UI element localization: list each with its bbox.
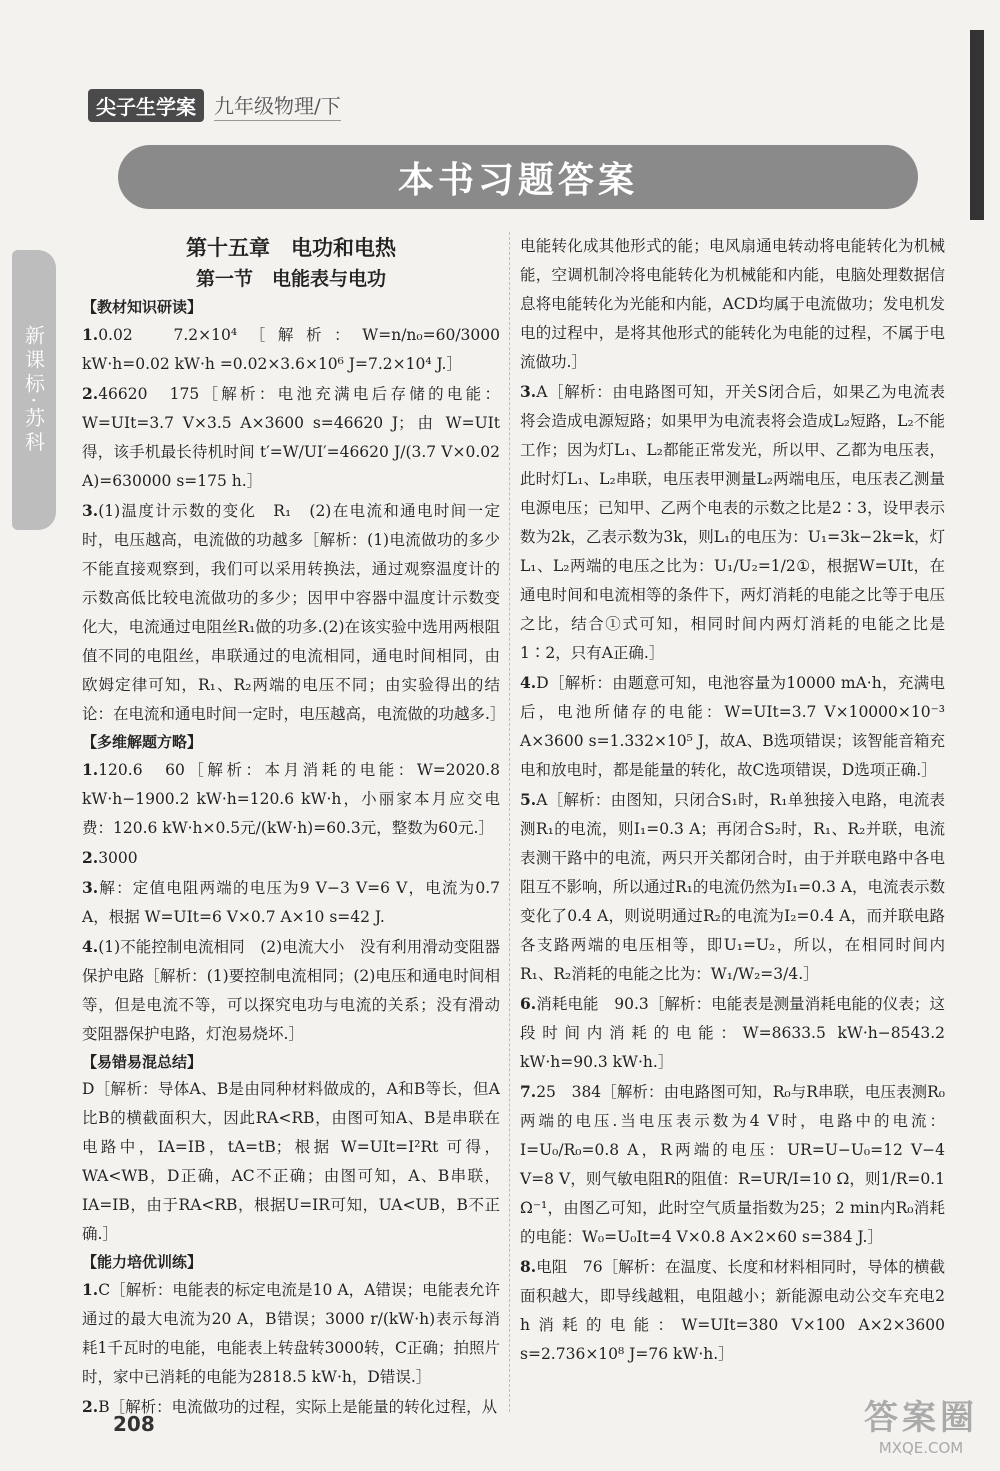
- item-text: A［解析：由电路图可知，开关S闭合后，如果乙为电流表将会造成电源短路；如果甲为电流表将会造成L₂短路，L₂不能工作；因为灯L₁、L₂都能正常发光，所以甲、乙都为电压表，此时灯L₁、L₂串联，电压表甲测量L₂两端电压，电压表乙测量电源电压；已知甲、乙两个电表的示数之比是2∶3，设甲表示数为2k，乙表示数为3k，则L₁的电压为：U₁=3k−2k=k，灯L₁、L₂两端的电压之比为：U₁/U₂=1/2①，根据W=UIt，在通电时间和电流相等的条件下，两灯消耗的电能之比等于电压之比，结合①式可知，相同时间内两灯消耗的电能之比是1∶2，只有A正确.］: [520, 383, 945, 662]
- answer-item: [520, 785, 945, 989]
- item-number: 4.: [520, 673, 537, 692]
- subsection-heading: 【多维解题方略】: [82, 733, 203, 751]
- side-tab: [12, 250, 56, 530]
- page-header: [88, 90, 341, 120]
- answer-item: [82, 932, 500, 1049]
- item-text: (1)温度计示数的变化 R₁ (2)在电流和通电时间一定时，电压越高，电流做的功越多［解析：(1)电流做功的多少不能直接观察到，我们可以采用转换法，通过观察温度计的示数高低比较电流做功的多少；因甲中容器中温度计示数变化大，电流通过电阻丝R₁做的功多.(2)在该实验中选用两根阻值不同的电阻丝，串联通过的电流相同，通电时间相同，由欧姆定律可知，R₁、R₂两端的电压不同；由实验得出的结论：在电流和通电时间一定时，电压越高，电流做的功越多.］: [82, 502, 506, 723]
- item-number: 1.: [82, 325, 99, 344]
- item-number: 3.: [520, 382, 537, 401]
- answer-item: [520, 377, 945, 668]
- item-text: (1)不能控制电流相同 (2)电流大小 没有利用滑动变阻器保护电路［解析：(1)要控制电流相同；(2)电压和通电时间相等，但是电流不等，可以探究电功与电流的关系；没有滑动变阻器保护电路，灯泡易烧坏.］: [82, 938, 500, 1043]
- page-number: 208: [113, 1412, 155, 1436]
- item-number: 2.: [82, 1397, 99, 1416]
- item-text: 解：定值电阻两端的电压为9 V−3 V=6 V，电流为0.7 A，根据 W=UIt=6 V×0.7 A×10 s=42 J.: [82, 879, 500, 926]
- item-text: 25 384［解析：由电路图可知，R₀与R串联，电压表测R₀两端的电压.当电压表示数为4 V时，电路中的电流：I=U₀/R₀=0.8 A，R两端的电压：UR=U−U₀=12 V−4 V=8 V，则气敏电阻R的阻值：R=UR/I=10 Ω，则1/R=0.1 Ω⁻¹，由图乙可知，此时空气质量指数为25；2 min内R₀消耗的电能：W₀=U₀It=4 V×0.8 A×2×60 s=384 J.］: [520, 1083, 945, 1246]
- answer-item: [82, 873, 500, 932]
- answer-item: [520, 232, 945, 377]
- watermark-url: MXQE.COM: [878, 1439, 964, 1457]
- answer-item: [520, 1077, 945, 1252]
- answer-item: [520, 668, 945, 785]
- subsection-heading: 【教材知识研读】: [82, 298, 203, 316]
- item-text: 3000: [98, 849, 138, 867]
- title-banner: [118, 145, 918, 209]
- item-number: 2.: [82, 848, 99, 867]
- item-text: 电能转化成其他形式的能；电风扇通电转动将电能转化为机械能，空调机制冷将电能转化为机械能和内能，电脑处理数据信息将电能转化为光能和内能，ACD均属于电流做功；发电机发电的过程中，是将其他形式的能转化为电能的过程，不属于电流做功.］: [520, 237, 945, 371]
- item-text: D［解析：导体A、B是由同种材料做成的，A和B等长，但A比B的横截面积大，因此RA<RB，由图可知A、B是串联在电路中，IA=IB，tA=tB；根据 W=UIt=I²Rt 可得，WA<WB，D正确，AC不正确；由图可知，A、B串联，IA=IB，由于RA<RB，根据U=IR可知，UA<UB，B不正确.］: [82, 1080, 500, 1243]
- section-title: 第一节 电能表与电功: [195, 268, 386, 290]
- brand-logo: 尖子生学案: [88, 89, 204, 122]
- item-number: 1.: [82, 760, 99, 779]
- spine-bar: [970, 30, 984, 220]
- banner-title: 本书习题答案: [397, 159, 638, 201]
- column-divider: [509, 232, 510, 1412]
- item-number: 3.: [82, 501, 99, 520]
- subsection-heading: 【能力培优训练】: [82, 1253, 203, 1271]
- item-text: 120.6 60［解析：本月消耗的电能：W=2020.8 kW·h−1900.2 kW·h=120.6 kW·h，小丽家本月应交电费：120.6 kW·h×0.5元/(kW·h)=60.3元，整数为60元.］: [82, 761, 500, 837]
- answer-item: [82, 843, 500, 873]
- item-number: 1.: [82, 1280, 99, 1299]
- item-number: 6.: [520, 994, 537, 1013]
- item-number: 8.: [520, 1257, 537, 1276]
- answer-item: [520, 989, 945, 1077]
- left-column: [82, 232, 506, 1422]
- item-number: 5.: [520, 790, 537, 809]
- item-text: B［解析：电流做功的过程，实际上是能量的转化过程，从: [98, 1398, 498, 1416]
- item-text: 46620 175［解析：电池充满电后存储的电能：W=UIt=3.7 V×3.5 A×3600 s=46620 J；由 W=UIt 得，该手机最长待机时间 t′=W/UI′=46620 J/(3.7 V×0.02 A)=630000 s=175 h.］: [82, 385, 500, 490]
- item-number: 7.: [520, 1082, 537, 1101]
- watermark: [864, 1390, 978, 1457]
- answer-item: [82, 1275, 500, 1392]
- item-number: 4.: [82, 937, 99, 956]
- watermark-logo: 答案圈: [864, 1398, 978, 1438]
- side-tab-label: 新课标·苏科: [21, 324, 46, 456]
- answer-item: [82, 496, 506, 729]
- chapter-title: 第十五章 电功和电热: [186, 236, 396, 260]
- right-column: [520, 232, 945, 1369]
- answer-item: [82, 755, 500, 843]
- subsection-heading: 【易错易混总结】: [82, 1053, 203, 1071]
- item-number: 2.: [82, 384, 99, 403]
- answer-item: [82, 1075, 500, 1249]
- answer-item: [82, 320, 500, 379]
- item-text: 消耗电能 90.3［解析：电能表是测量消耗电能的仪表；这段时间内消耗的电能：W=8633.5 kW·h−8543.2 kW·h=90.3 kW·h.］: [520, 995, 945, 1071]
- item-text: 电阻 76［解析：在温度、长度和材料相同时，导体的横截面积越大，即导线越粗，电阻越小；新能源电动公交车充电2 h消耗的电能：W=UIt=380 V×100 A×2×3600 s=2.736×10⁸ J=76 kW·h.］: [520, 1258, 945, 1363]
- answer-item: [520, 1252, 945, 1369]
- item-text: C［解析：电能表的标定电流是10 A，A错误；电能表允许通过的最大电流为20 A，B错误；3000 r/(kW·h)表示每消耗1千瓦时的电能，电能表上转盘转3000转，C正确；拍照片时，家中已消耗的电能为2818.5 kW·h，D错误.］: [82, 1281, 500, 1386]
- item-text: D［解析：由题意可知，电池容量为10000 mA·h，充满电后，电池所储存的电能：W=UIt=3.7 V×10000×10⁻³ A×3600 s=1.332×10⁵ J，故A、B选项错误；该智能音箱充电和放电时，都是能量的转化，故C选项错误，D选项正确.］: [520, 674, 945, 779]
- item-text: A［解析：由图知，只闭合S₁时，R₁单独接入电路，电流表测R₁的电流，则I₁=0.3 A；再闭合S₂时，R₁、R₂并联，电流表测干路中的电流，两只开关都闭合时，由于并联电路中各电阻互不影响，所以通过R₁的电流仍然为I₁=0.3 A，电流表示数变化了0.4 A，则说明通过R₂的电流为I₂=0.4 A，而并联电路各支路两端的电压相等，即U₁=U₂，所以，在相同时间内R₁、R₂消耗的电能之比为：W₁/W₂=3/4.］: [520, 791, 945, 983]
- answer-item: [82, 379, 500, 496]
- item-text: 0.02 7.2×10⁴［解析：W=n/n₀=60/3000 kW·h=0.02 kW·h =0.02×3.6×10⁶ J=7.2×10⁴ J.］: [82, 326, 500, 373]
- book-subtitle: 九年级物理/下: [214, 90, 341, 121]
- item-number: 3.: [82, 878, 99, 897]
